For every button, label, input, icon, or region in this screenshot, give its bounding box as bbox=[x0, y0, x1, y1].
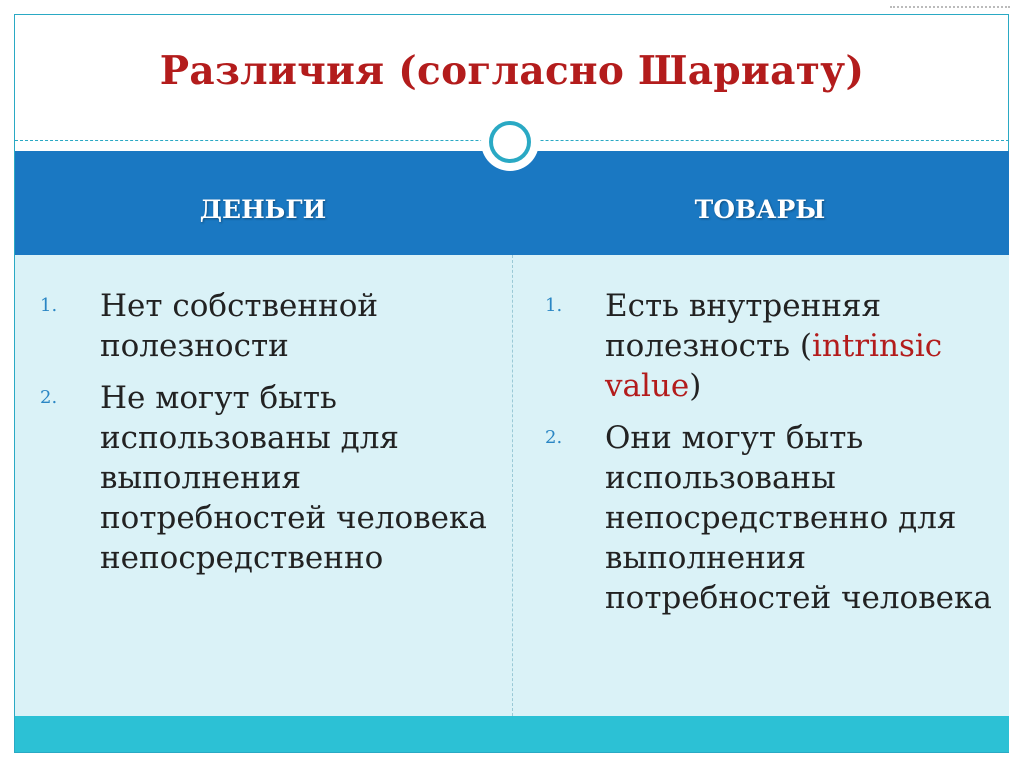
money-points-list bbox=[40, 286, 490, 590]
list-text bbox=[605, 286, 995, 406]
text-after-highlight: ) bbox=[689, 368, 702, 404]
circle-ornament-icon bbox=[481, 113, 539, 171]
goods-points-list bbox=[545, 286, 995, 630]
list-number: 1. bbox=[545, 295, 563, 316]
highlight-term: intrinsic value bbox=[605, 328, 943, 404]
list-item bbox=[40, 378, 490, 578]
text-before-highlight: Есть внутренняя полезность ( bbox=[605, 288, 882, 364]
list-text: Нет собственной полезности bbox=[100, 288, 379, 364]
list-item bbox=[545, 286, 995, 406]
bottom-band bbox=[15, 716, 1009, 752]
slide-title: Различия (согласно Шариату) bbox=[159, 48, 865, 94]
top-decorative-dots bbox=[890, 6, 1010, 8]
list-text: Не могут быть использованы для выполнения потребностей человека непосредственно bbox=[100, 380, 487, 576]
list-item bbox=[40, 286, 490, 366]
column-header-goods: ТОВАРЫ bbox=[694, 195, 826, 224]
list-text: Они могут быть использованы непосредственно для выполнения потребностей человека bbox=[605, 420, 992, 616]
list-number: 2. bbox=[40, 387, 58, 408]
circle-ring bbox=[489, 121, 531, 163]
list-number: 2. bbox=[545, 427, 563, 448]
column-header-money: ДЕНЬГИ bbox=[199, 195, 327, 224]
column-divider bbox=[512, 255, 513, 716]
list-number: 1. bbox=[40, 295, 58, 316]
list-item bbox=[545, 418, 995, 618]
